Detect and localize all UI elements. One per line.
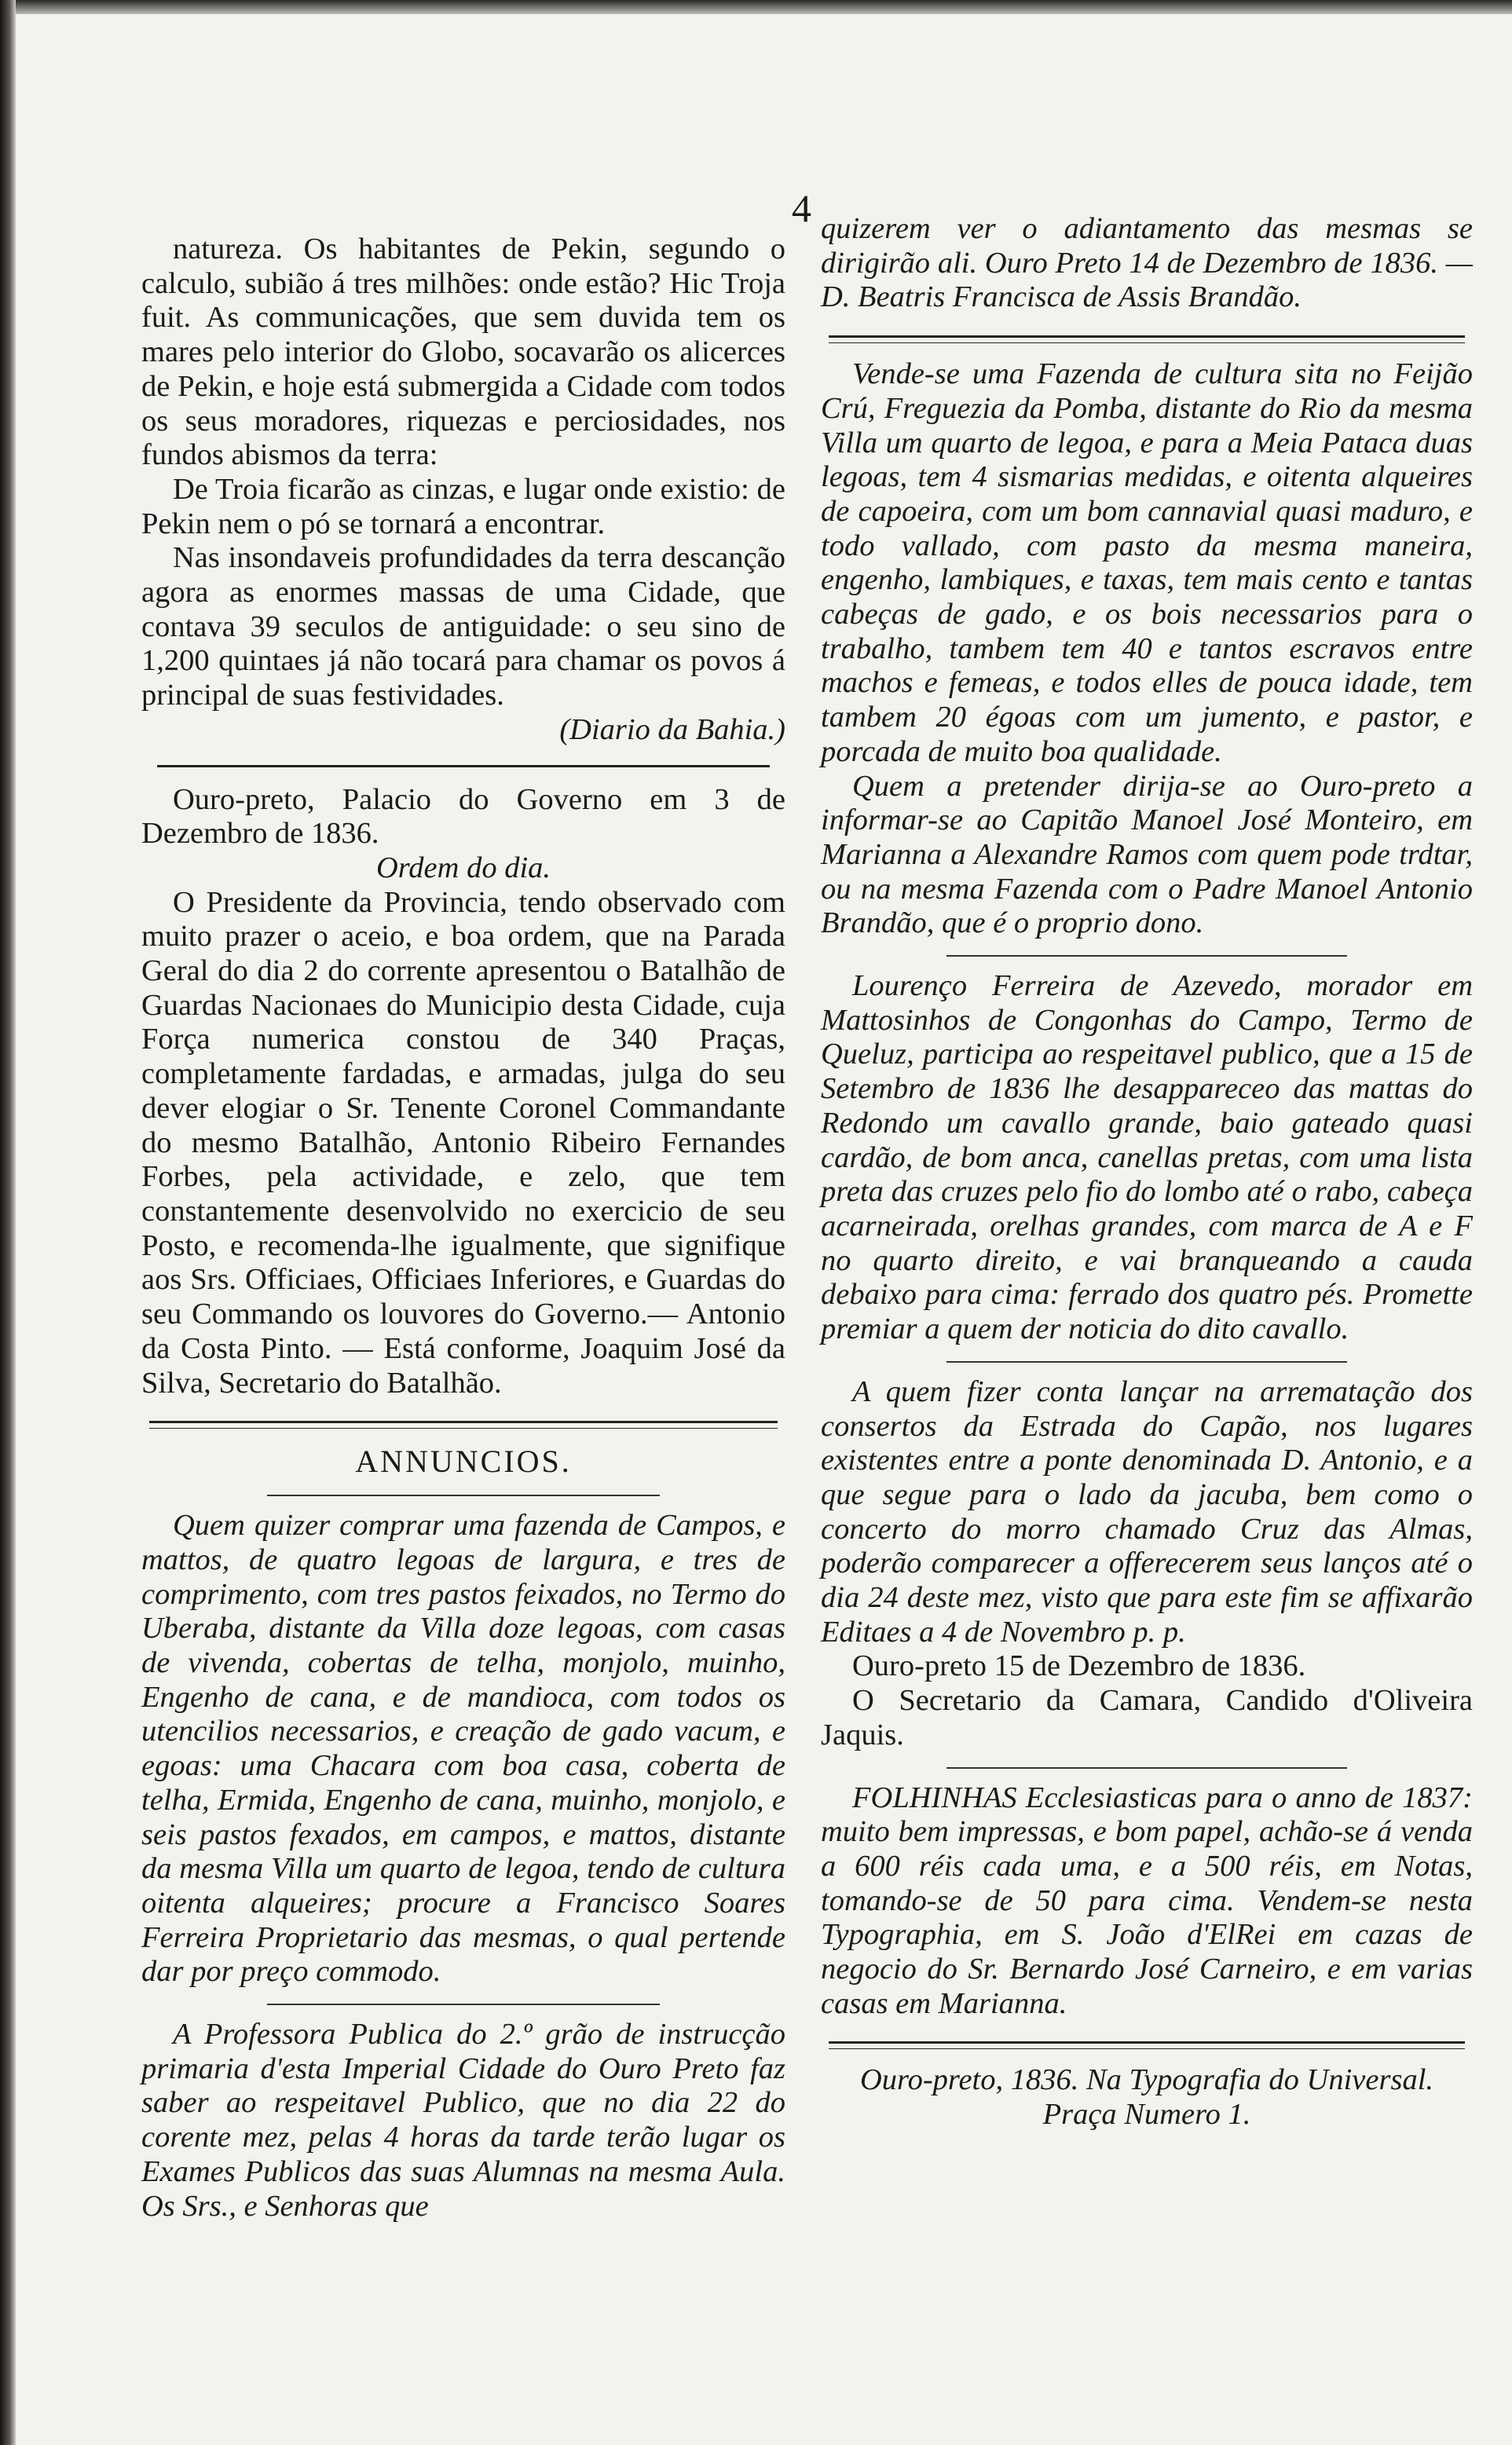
page-top-edge: [0, 0, 1512, 14]
announcement: Lourenço Ferreira de Azevedo, morador em Mattosinhos de Congonhas do Campo, Termo de Queluz, participa ao respeitavel publico, que a 15 de Setembro de 1836 lhe desappareceo das mattas do Redondo um cavallo grande, baio gateado quasi cardão, de bom anca, canellas pretas, com uma lista preta das cruzes pelo fio do lombo até o rabo, cabeça acarneirada, orelhas grandes, com marca de A e F no quarto direito, e vai branqueando a cauda debaixo para cima: ferrado dos quatro pés. Promette premiar a quem der noticia do dito cavallo.: [821, 969, 1473, 1346]
announcement-date: Ouro-preto 15 de Dezembro de 1836.: [852, 1649, 1306, 1683]
article-source: (Diario da Bahia.): [559, 712, 785, 746]
section-divider: [829, 335, 1465, 343]
announcement: Quem a pretender dirija-se ao Ouro-preto a informar-se ao Capitão Manoel José Monteiro, em Marianna a Alexandre Ramos com quem pode trdtar, ou na mesma Fazenda com o Padre Manoel Antonio Brandão, que é o proprio dono.: [821, 769, 1473, 940]
announcement-continued: quizerem ver o adiantamento das mesmas se dirigirão ali. Ouro Preto 14 de Dezembro de 1836. — D. Beatris Francisca de Assis Brandão.: [821, 212, 1473, 314]
order-title: Ordem do dia.: [375, 851, 551, 884]
announcement: Quem quizer comprar uma fazenda de Campos, e mattos, de quatro legoas de largura, e tres de comprimento, com tres pastos feixados, no Termo do Uberaba, distante da Villa doze legoas, com casas de vivenda, cobertas de telha, monjolo, muinho, Engenho de cana, e de mandioca, com todos os utencilios necessarios, e creação de gado vacum, e egoas: uma Chacara com boa casa, coberta de telha, Ermida, Engenho de cana, muinho, monjolo, e seis pastos fexados, em campos, e mattos, distante da mesma Villa um quarto de legoa, tendo de cultura oitenta alqueires; procure a Francisco Soares Ferreira Proprietario das mesmas, o qual pertende dar por preço commodo.: [141, 1509, 785, 1989]
announcement-divider: [946, 955, 1347, 957]
right-column: [821, 212, 1473, 2132]
imprint: Ouro-preto, 1836. Na Typografia do Universal. Praça Numero 1.: [859, 2063, 1434, 2132]
page-number: 4: [792, 186, 811, 230]
announcement-signature: O Secretario da Camara, Candido d'Oliveira Jaquis.: [821, 1684, 1473, 1751]
page-left-edge: [0, 0, 16, 2445]
heading-divider: [267, 1495, 660, 1496]
article-paragraph: Nas insondaveis profundidades da terra descanção agora as enormes massas de uma Cidade, que contava 39 seculos de antiguidade: o seu sino de 1,200 quintaes já não tocará para chamar os povos á principal de suas festividades.: [141, 541, 785, 712]
announcement: A quem fizer conta lançar na arrematação dos consertos da Estrada do Capão, nos lugares existentes entre a ponte denominada D. Antonio, e a que segue para o lado da jacuba, bem como o concerto do morro chamado Cruz das Almas, poderão comparecer a offerecerem seus lanços até o dia 24 deste mez, visto que para este fim se affixarão Editaes a 4 de Novembro p. p.: [821, 1374, 1473, 1649]
announcement: Vende-se uma Fazenda de cultura sita no Feijão Crú, Freguezia da Pomba, distante do Rio da mesma Villa um quarto de legoa, e para a Meia Pataca duas legoas, tem 4 sismarias medidas, e oitenta alqueires de capoeira, com um bom cannavial quasi maduro, e todo vallado, com pasto da mesma maneira, engenho, lambiques, e taxas, tem mais cento e tantas cabeças de gado, e os bois necessarios para o trabalho, tambem tem 40 e tantos escravos entre machos e femeas, e todos elles de pouca idade, tem tambem 20 égoas com um jumento, e pastor, e porcada de muito boa qualidade.: [821, 357, 1473, 768]
order-paragraph: O Presidente da Provincia, tendo observado com muito prazer o aceio, e boa ordem, que na Parada Geral do dia 2 do corrente apresentou o Batalhão de Guardas Nacionaes do Municipio desta Cidade, cuja Força numerica constou de 340 Praças, completamente fardadas, e armadas, julga do seu dever elogiar o Sr. Tenente Coronel Commandante do mesmo Batalhão, Antonio Ribeiro Fernandes Forbes, pela actividade, e zelo, que tem constantemente desenvolvido no exercicio de seu Posto, e recomenda-lhe igualmente, que signifique aos Srs. Officiaes, Officiaes Inferiores, e Guardas do seu Commando os louvores do Governo.— Antonio da Costa Pinto. — Está conforme, Joaquim José da Silva, Secretario do Batalhão.: [141, 885, 785, 1400]
dateline: Ouro-preto, Palacio do Governo em 3 de Dezembro de 1836.: [141, 782, 785, 851]
announcements-heading: ANNUNCIOS.: [355, 1444, 572, 1480]
imprint-divider: [829, 2041, 1465, 2049]
section-divider: [157, 765, 770, 767]
left-column: [141, 232, 785, 2224]
announcement-divider: [267, 2004, 660, 2005]
section-divider: [149, 1421, 778, 1429]
announcement-divider: [946, 1361, 1347, 1363]
article-paragraph: De Troia ficarão as cinzas, e lugar onde existio: de Pekin nem o pó se tornará a encontrar.: [141, 472, 785, 540]
article-paragraph: natureza. Os habitantes de Pekin, segundo o calculo, subião á tres milhões: onde estão? Hic Troja fuit. As communicações, que sem duvida tem os mares pelo interior do Globo, socavarão os alicerces de Pekin, e hoje está submergida a Cidade com todos os seus moradores, riquezas e perciosidades, nos fundos abismos da terra:: [141, 232, 785, 472]
announcement: FOLHINHAS Ecclesiasticas para o anno de 1837: muito bem impressas, e bom papel, achão-se á venda a 600 réis cada uma, e a 500 réis, em Notas, tomando-se de 50 para cima. Vendem-se nesta Typographia, em S. João d'ElRei em cazas de negocio do Sr. Bernardo José Carneiro, e em varias casas em Marianna.: [821, 1781, 1473, 2020]
announcement: A Professora Publica do 2.º grão de instrucção primaria d'esta Imperial Cidade do Ouro Preto faz saber ao respeitavel Publico, que no dia 22 do corente mez, pelas 4 horas da tarde terão lugar os Exames Publicos das suas Alumnas na mesma Aula. Os Srs., e Senhoras que: [141, 2018, 785, 2223]
announcement-divider: [946, 1767, 1347, 1769]
